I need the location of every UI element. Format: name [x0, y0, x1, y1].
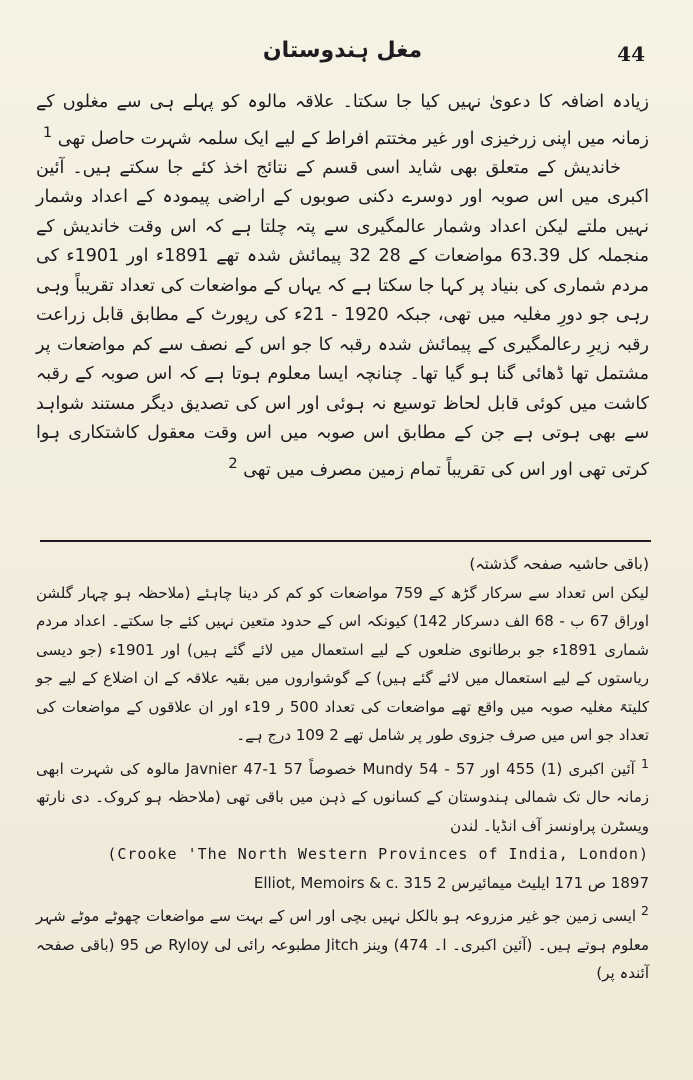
paragraph-1-text: زیادہ اضافہ کا دعویٰ نہیں کیا جا سکتا۔ علاقہ مالوہ کو پہلے ہی سے مغلوں کے زمانہ میں اپنی زرخیزی اور غیر مختتم افراط کے لیے ایک سلمہ شہرت حاصل تھی — [36, 92, 649, 149]
footnote-2-text: ایسی زمین جو غیر مزروعہ ہو بالکل نہیں بچی اور اس کے بہت سے مواضعات چھوٹے موٹے شہر معلوم ہوتے ہیں۔ (آئین اکبری۔ ا۔ 474) وینز Jitch مطبوعہ رائی لی Ryloy ص 95 (باقی صفحہ آئندہ پر) — [36, 907, 650, 982]
footnote-continued-text: لیکن اس تعداد سے سرکار گڑھ کے 759 مواضعات کو کم کر دینا چاہئے (ملاحظہ ہو چہار گلشن اوراق 67 ب - 68 الف دسرکار 142) کیونکہ اس کے حدود متعین نہیں کئے جا سکتے۔ اعداد مردم شماری 1891ء جو برطانوی ضلعوں کے لیے استعمال میں لائے گئے ہیں) اور 1901ء (جو دیسی ریاستوں کے لیے استعمال میں لائے گئے ہیں) کے گوشواروں میں بقیہ علاقہ کے ان اضلاع کے لیے جو کلیتہً مغلیہ صوبہ میں واقع تھے مواضعات کی تعداد 500 ر 19ء اور ان علاقوں کے مواضعات کی تعداد جو اس میں صرف جزوی طور پر شامل تھے 2 109 درج ہے۔ — [36, 583, 650, 744]
footnote-1-marker: 1 — [641, 755, 649, 771]
footnote-1-elliot: 1897 ص 171 ایلیٹ میمائیرس 2 Elliot, Memoirs & c. 315 — [253, 873, 649, 892]
footnote-1-continued — [36, 869, 649, 898]
main-text — [36, 88, 649, 485]
footnotes — [36, 550, 649, 988]
footnote-continued-heading: (باقی حاشیہ صفحہ گذشتہ) — [469, 555, 649, 573]
page-number: 44 — [617, 42, 645, 66]
page-title: مغل ہندوستان — [262, 38, 423, 63]
page-header — [40, 34, 645, 74]
paragraph-1 — [36, 88, 649, 154]
paragraph-2 — [36, 154, 649, 485]
footnote-2-marker: 2 — [641, 903, 649, 918]
footnote-1-text: آئین اکبری (1) 455 اور Mundy 54 - 57 خصوصاً 57 Javnier 47-1 مالوہ کی شہرت ابھی زمانہ حال تک شمالی ہندوستان کے کسانوں کے ذہن میں باقی تھی (ملاحظہ ہو کروک۔ دی نارتھ ویسٹرن پراونسز آف انڈیا۔ لندن — [36, 759, 649, 835]
paragraph-2-text: خاندیش کے متعلق بھی شاید اسی قسم کے نتائج اخذ کئے جا سکتے ہیں۔ آئین اکبری میں اس صوبہ اور دوسرے دکنی صوبوں کے اراضی پیمودہ کے اعداد وشمار نہیں ملتے لیکن اعداد وشمار عالمگیری سے پتہ چلتا ہے کہ اس وقت خاندیش کے منجملہ کل 63.39 مواضعات کے 28 32 پیمائش شدہ تھے 1891ء اور 1901ء کی مردم شماری کی بنیاد پر کہا جا سکتا ہے کہ یہاں کے مواضعات کی تعداد تقریباً وہی رہی جو دورِ مغلیہ میں تھی، جبکہ 1920 - 21ء کی رپورٹ کے مطابق قابل زراعت رقبہ زیرِ رعالمگیری کے پیمائش شدہ رقبہ کا جو اس کے نصف سے کم مواضعات پر مشتمل تھا ڈھائی گنا ہو گیا تھا۔ چنانچہ ایسا معلوم ہوتا ہے کہ اس صوبہ کے رقبہ کاشت میں کوئی قابل لحاظ توسیع نہ ہوئی اور اس کی تصدیق دیگر مستند شواہد سے بھی ہوتی ہے جن کے مطابق اس صوبہ میں اس وقت معقول کاشتکاری ہوا کرتی تھی اور اس کی تقریباً تمام زمین مصرف میں تھی — [36, 157, 649, 480]
footnote-1-english — [36, 840, 649, 869]
footnote-ref-1: 1 — [42, 123, 53, 141]
footnote-2 — [36, 897, 649, 988]
footnote-ref-2: 2 — [228, 454, 238, 472]
footnote-divider — [40, 540, 651, 542]
footnote-1-latin: (Crooke 'The North Western Provinces of India, London) — [107, 845, 649, 863]
footnote-1 — [36, 750, 649, 841]
